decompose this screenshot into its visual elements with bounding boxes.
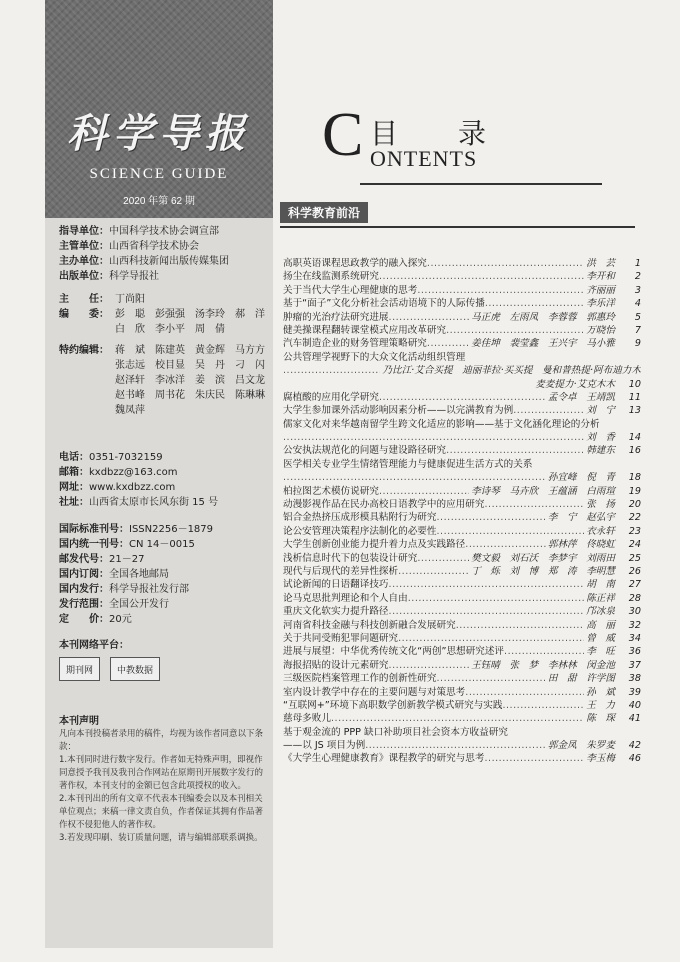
dot-leader <box>456 619 585 632</box>
toc-line <box>283 337 641 350</box>
toc-line <box>283 619 641 632</box>
toc-entry[interactable] <box>283 337 641 350</box>
toc-entry[interactable] <box>283 257 641 270</box>
dot-leader <box>437 511 546 524</box>
toc-entry[interactable] <box>283 645 641 658</box>
toc-entry[interactable] <box>283 311 641 324</box>
toc-line <box>283 311 641 324</box>
toc-line <box>283 257 641 270</box>
article-authors: 邝冰泉 <box>586 606 615 618</box>
toc-line <box>283 418 641 431</box>
article-title: 海报招贴的设计元素研究 <box>283 659 389 671</box>
toc-line <box>283 659 641 672</box>
article-title: 浅析信息时代下的包装设计研究 <box>283 552 418 564</box>
page-number: 1 <box>634 258 641 269</box>
article-authors: 曾 威 <box>586 632 615 644</box>
masthead-title-cn: 科学导报 <box>67 110 251 157</box>
dot-leader <box>484 752 584 765</box>
dot-leader <box>465 686 584 699</box>
article-authors: 孙 斌 <box>586 686 615 698</box>
toc-entry[interactable] <box>283 632 641 645</box>
contents-title-en: ONTENTS <box>370 146 478 171</box>
article-title: 动漫影视作品在民办高校日语教学中的应用研究 <box>283 499 485 511</box>
toc-line <box>283 404 641 417</box>
publisher-row: 主办单位：山西科技新闻出版传媒集团 <box>59 256 229 267</box>
toc-line <box>283 498 641 511</box>
toc-entry[interactable] <box>283 498 641 511</box>
toc-entry[interactable] <box>283 619 641 632</box>
article-authors: 李开和 <box>586 271 615 283</box>
network-title: 本刊网络平台： <box>59 640 129 651</box>
toc-entry[interactable] <box>283 391 641 404</box>
dot-leader <box>379 485 469 498</box>
article-authors: 李 宁 赵弘宇 <box>547 512 615 524</box>
toc-entry[interactable] <box>283 444 641 457</box>
toc-line <box>283 672 641 685</box>
page-number: 18 <box>628 472 641 484</box>
contents-c-letter: C <box>322 101 364 169</box>
article-authors: 张 扬 <box>586 499 615 511</box>
dot-leader <box>331 712 584 725</box>
dot-leader <box>389 659 470 672</box>
article-title: 公共管理学视野下的大众文化活动组织管理 <box>283 351 466 363</box>
dot-leader <box>379 270 584 283</box>
notice-paragraph: 1.本刊同时进行数字发行。作者如无特殊声明，即视作同意授予我刊及我刊合作网站在原期刊开展数字发行的著作权，本刊支付的金额已包含此项授权的收入。 <box>59 755 264 791</box>
notice-text <box>59 728 265 845</box>
page-number: 27 <box>628 579 641 591</box>
toc-line <box>283 726 641 739</box>
toc-line <box>283 284 641 297</box>
staff-row: 特约编辑： 蒋 斌 陈建英 黄金辉 马方方 张志远 校目显 吴 丹 刁 闪 赵泽轩 李冰洋 姜 滨 吕文龙 赵书峰 周书花 朱庆民 陈琳琳 魏凤萍 <box>59 345 275 416</box>
toc-line <box>283 431 641 444</box>
dot-leader <box>437 525 585 538</box>
article-authors: 洪 芸 <box>586 258 615 269</box>
toc-line <box>283 297 641 310</box>
toc-entry[interactable] <box>283 511 641 524</box>
toc-line <box>283 632 641 645</box>
dot-leader <box>283 471 546 484</box>
article-title: 健美操课程翻转课堂模式应用改革研究 <box>283 324 447 336</box>
toc-entry[interactable] <box>283 712 641 725</box>
notice-paragraph: 3.若发现印刷、装订质量问题，请与编辑部联系调换。 <box>59 833 263 843</box>
page-number: 25 <box>628 552 641 564</box>
dot-leader <box>365 739 546 752</box>
section-banner <box>280 206 635 228</box>
contact-row: 电话：0351-7032159 <box>59 452 163 463</box>
toc-entry[interactable] <box>283 297 641 310</box>
dot-leader <box>484 498 584 511</box>
article-authors: 郭金凤 朱罗麦 <box>547 740 615 752</box>
article-title: 室内设计教学中存在的主要问题与对策思考 <box>283 686 466 698</box>
toc-line <box>283 270 641 283</box>
zhongjiao-logo[interactable]: 中教数据 <box>110 657 160 681</box>
page-number: 42 <box>628 740 641 752</box>
toc-entry[interactable] <box>283 351 641 391</box>
toc-line <box>283 592 641 605</box>
staff-row: 编 委： 彭 聪 彭强强 汤李玲 郝 洋 白 欣 李小平 周 倩 <box>59 309 275 335</box>
article-title: 论马克思批判理论和个人自由 <box>283 592 408 604</box>
article-authors: 孙宜峰 倪 青 <box>547 472 615 484</box>
article-title: “互联网+”环境下高职数学创新教学模式研究与实践 <box>283 699 503 711</box>
toc-entry[interactable] <box>283 565 641 578</box>
article-title: 现代与后现代的差异性探析 <box>283 565 399 577</box>
article-title: 重庆文化软实力提升路径 <box>283 606 389 618</box>
article-authors: 陈正祥 <box>586 592 615 604</box>
article-authors: 王钰晴 张 梦 李林林 闵金池 <box>471 659 615 671</box>
article-title: 柏拉图艺术模仿说研究 <box>283 485 379 497</box>
toc-line <box>283 739 641 752</box>
toc-entry[interactable] <box>283 270 641 283</box>
article-title: 关于当代大学生心理健康的思考 <box>283 284 418 296</box>
article-title: 试论新闻的日语翻译技巧 <box>283 579 389 591</box>
code-row: 国内统一刊号：CN 14－0015 <box>59 539 195 550</box>
article-authors: 李玉梅 <box>586 753 615 765</box>
page-number: 30 <box>628 606 641 618</box>
article-title: 关于共同受贿犯罪问题研究 <box>283 632 399 644</box>
toc-entry[interactable] <box>283 525 641 538</box>
code-row: 国际标准刊号：ISSN2256－1879 <box>59 524 214 535</box>
dot-leader <box>417 284 584 297</box>
toc-line <box>283 686 641 699</box>
dot-leader <box>485 297 584 310</box>
dot-leader <box>408 592 585 605</box>
toc-entry[interactable] <box>283 552 641 565</box>
page-number: 20 <box>628 499 641 511</box>
toc-entry[interactable] <box>283 592 641 605</box>
article-title: 大学生参加课外活动影响因素分析——以完满教育为例 <box>283 405 514 417</box>
page-number: 41 <box>628 713 641 725</box>
toc-line <box>283 552 641 565</box>
article-authors: 韩建东 <box>586 445 615 457</box>
issue-number: 2020 年第 62 期 <box>123 196 195 207</box>
toc-line <box>283 471 641 484</box>
page-number: 19 <box>628 485 641 497</box>
dot-leader <box>389 605 585 618</box>
toc-line <box>283 645 641 658</box>
toc-entry[interactable] <box>283 458 641 485</box>
page-number: 46 <box>628 753 641 765</box>
partner-logos <box>59 657 160 681</box>
toc-line <box>283 699 641 712</box>
article-title: 扬尘在线监测系统研究 <box>283 271 379 283</box>
dot-leader <box>283 431 584 444</box>
toc-entry[interactable] <box>283 404 641 417</box>
article-authors: 高 丽 <box>586 619 615 631</box>
section-label: 科学教育前沿 <box>280 202 368 223</box>
staff-row: 主 任： 丁尚阳 <box>59 294 145 305</box>
dot-leader <box>398 632 584 645</box>
title-divider <box>360 183 602 185</box>
contents-title-cn: 目录 <box>370 117 547 150</box>
page-number: 3 <box>634 284 641 296</box>
article-title: 《大学生心理健康教育》课程教学的研究与思考 <box>283 753 485 765</box>
toc-entry[interactable] <box>283 752 641 765</box>
qikan-logo[interactable]: 期刊网 <box>59 657 100 681</box>
page-number: 14 <box>628 432 641 444</box>
article-authors: 丁 烁 刘 博 郑 涛 李明慧 <box>471 565 615 577</box>
dot-leader <box>417 552 469 565</box>
article-title: 大学生创新创业能力提升着力点及实践路径 <box>283 539 466 551</box>
publication-codes <box>59 522 269 627</box>
article-authors: 王 力 <box>586 699 615 711</box>
publisher-row: 出版单位：科学导报社 <box>59 271 159 282</box>
page-number: 9 <box>634 338 641 350</box>
page-number: 38 <box>628 673 641 685</box>
article-title: 铝合金热挤压成形模具粘附行为研究 <box>283 512 437 524</box>
article-title: 儒家文化对来华越南留学生跨文化适应的影响——基于文化涵化理论的分析 <box>283 418 600 430</box>
article-title: 高职英语课程思政教学的融入探究 <box>283 258 427 269</box>
page-number: 26 <box>628 565 641 577</box>
article-authors: 万晓怡 <box>586 324 615 336</box>
toc-line <box>283 511 641 524</box>
article-authors: 刘 香 <box>586 432 615 444</box>
contact-info <box>59 450 269 510</box>
article-authors: 李诗琴 马卉欣 王蕴涵 白雨瑄 <box>471 485 615 497</box>
page-number: 2 <box>634 271 641 283</box>
contact-row: 邮箱：kxdbzz@163.com <box>59 467 178 478</box>
dot-leader <box>446 324 584 337</box>
page-number: 32 <box>628 619 641 631</box>
toc-entry[interactable] <box>283 538 641 551</box>
toc-line <box>283 538 641 551</box>
toc-line <box>283 364 641 377</box>
article-authors: 李乐洋 <box>586 298 615 310</box>
article-authors: 田 甜 许学图 <box>547 673 615 685</box>
notice-title: 本刊声明 <box>59 716 99 727</box>
dot-leader <box>379 391 546 404</box>
toc-entry[interactable] <box>283 686 641 699</box>
publisher-row: 主管单位：山西省科学技术协会 <box>59 241 199 252</box>
page-number: 23 <box>628 525 641 537</box>
page-number: 24 <box>628 539 641 551</box>
article-title: 基于“面子”文化分析社会活动语境下的人际传播 <box>283 298 485 310</box>
toc-line <box>283 752 641 765</box>
article-authors: 胡 南 <box>586 579 615 591</box>
contact-row: 网址：www.kxdbzz.com <box>59 482 176 493</box>
toc-entry[interactable] <box>283 485 641 498</box>
toc-line <box>283 525 641 538</box>
article-title: 汽车制造企业的财务管理策略研究 <box>283 338 427 350</box>
page-number: 39 <box>628 686 641 698</box>
article-authors: 陈 琛 <box>586 713 615 725</box>
toc-line <box>283 458 641 471</box>
article-authors: 郭林萍 佟晓虹 <box>547 539 615 551</box>
toc-line <box>283 391 641 404</box>
page-number: 7 <box>634 324 641 336</box>
toc-entry[interactable] <box>283 284 641 297</box>
notice-paragraph: 凡向本刊投稿者录用的稿件，均视为该作者同意以下条款： <box>59 729 264 752</box>
toc-line <box>283 578 641 591</box>
article-title: 河南省科技金融与科技创新融合发展研究 <box>283 619 456 631</box>
dot-leader <box>283 364 380 377</box>
dot-leader <box>446 444 584 457</box>
article-authors: 刘 宁 <box>586 405 615 417</box>
toc-entry[interactable] <box>283 578 641 591</box>
toc-entry[interactable] <box>283 418 641 445</box>
code-row: 国内订阅：全国各地邮局 <box>59 569 169 580</box>
dot-leader <box>513 404 584 417</box>
article-title: 肿瘤的光治疗法研究进展 <box>283 311 389 323</box>
article-title: 进展与展望：中华优秀传统文化“两创”思想研究述评 <box>283 646 505 658</box>
toc-line <box>283 712 641 725</box>
dot-leader <box>502 699 584 712</box>
publisher-row: 指导单位：中国科学技术协会调宣部 <box>59 226 219 237</box>
toc-line <box>283 444 641 457</box>
publisher-info <box>59 224 269 284</box>
toc-line <box>283 378 641 391</box>
article-authors: 乃比江·艾合买提 迪丽菲拉·买买提 曼和普热提·阿布迪力木 <box>382 365 641 377</box>
article-authors: 姜佳坤 裴莹鑫 王兴宇 马小雅 <box>471 338 615 350</box>
code-row: 国内发行：科学导报社发行部 <box>59 584 189 595</box>
dot-leader <box>398 565 469 578</box>
contact-row: 社址：山西省太原市长风东街 15 号 <box>59 497 219 508</box>
article-title: 三级医院档案管理工作的创新性研究 <box>283 673 437 685</box>
page-number: 36 <box>628 646 641 658</box>
dot-leader <box>427 337 469 350</box>
page-number: 4 <box>634 298 641 310</box>
toc-entry[interactable] <box>283 659 641 672</box>
toc-list <box>283 257 641 766</box>
code-row: 定 价：20元 <box>59 614 132 625</box>
code-row: 发行范围：全国公开发行 <box>59 599 169 610</box>
article-authors: 孟令卓 王靖凯 <box>547 391 615 403</box>
article-authors: 衣永轩 <box>586 525 615 537</box>
page-number: 37 <box>628 659 641 671</box>
dot-leader <box>437 672 546 685</box>
toc-line <box>283 351 641 364</box>
article-title: 慈母多败儿 <box>283 713 331 725</box>
page-number: 22 <box>628 512 641 524</box>
toc-line <box>283 324 641 337</box>
toc-line <box>283 565 641 578</box>
staff-info <box>59 292 275 418</box>
toc-entry[interactable] <box>283 672 641 685</box>
page-number: 11 <box>628 391 641 403</box>
page-number: 40 <box>628 699 641 711</box>
article-authors: 李 旺 <box>586 646 615 658</box>
page-number: 34 <box>628 632 641 644</box>
article-authors: 樊文毅 刘石沃 李梦宇 刘雨田 <box>471 552 615 564</box>
dot-leader <box>389 311 470 324</box>
toc-entry[interactable] <box>283 726 641 753</box>
page-number: 5 <box>634 311 641 323</box>
masthead <box>45 0 273 218</box>
notice-paragraph: 2.本刊刊出的所有文章不代表本刊编委会以及本刊相关单位观点；来稿一律文责自负，作者保证其拥有作品著作权不侵犯他人的著作权。 <box>59 794 264 830</box>
page-number: 28 <box>628 592 641 604</box>
article-title: 论公安管理决策程序法制化的必要性 <box>283 525 437 537</box>
code-row: 邮发代号：21－27 <box>59 554 145 565</box>
article-title: ——以 JS 项目为例 <box>283 740 366 752</box>
toc-entry[interactable] <box>283 324 641 337</box>
dot-leader <box>427 257 584 270</box>
article-authors: 齐丽丽 <box>586 284 615 296</box>
article-title: 基于观金流的 PPP 缺口补助项目社会资本方收益研究 <box>283 726 508 738</box>
toc-entry[interactable] <box>283 699 641 712</box>
page-number: 10 <box>628 378 641 390</box>
toc-line <box>283 605 641 618</box>
toc-line <box>283 485 641 498</box>
dot-leader <box>465 538 546 551</box>
article-title: 腐植酸的应用化学研究 <box>283 391 379 403</box>
article-title: 公安执法规范化的问题与建设路径研究 <box>283 445 447 457</box>
page-number: 13 <box>628 405 641 417</box>
dot-leader <box>504 645 584 658</box>
page-number: 16 <box>628 445 641 457</box>
masthead-title-en: SCIENCE GUIDE <box>89 166 229 182</box>
article-authors: 麦麦提力·艾克木木 <box>535 378 615 390</box>
dot-leader <box>389 578 585 591</box>
sidebar <box>45 0 273 948</box>
toc-entry[interactable] <box>283 605 641 618</box>
article-authors: 马正虎 左雨凤 李蓉蓉 郭惠玲 <box>471 311 615 323</box>
article-title: 医学相关专业学生情绪管理能力与健康促进生活方式的关系 <box>283 458 533 470</box>
